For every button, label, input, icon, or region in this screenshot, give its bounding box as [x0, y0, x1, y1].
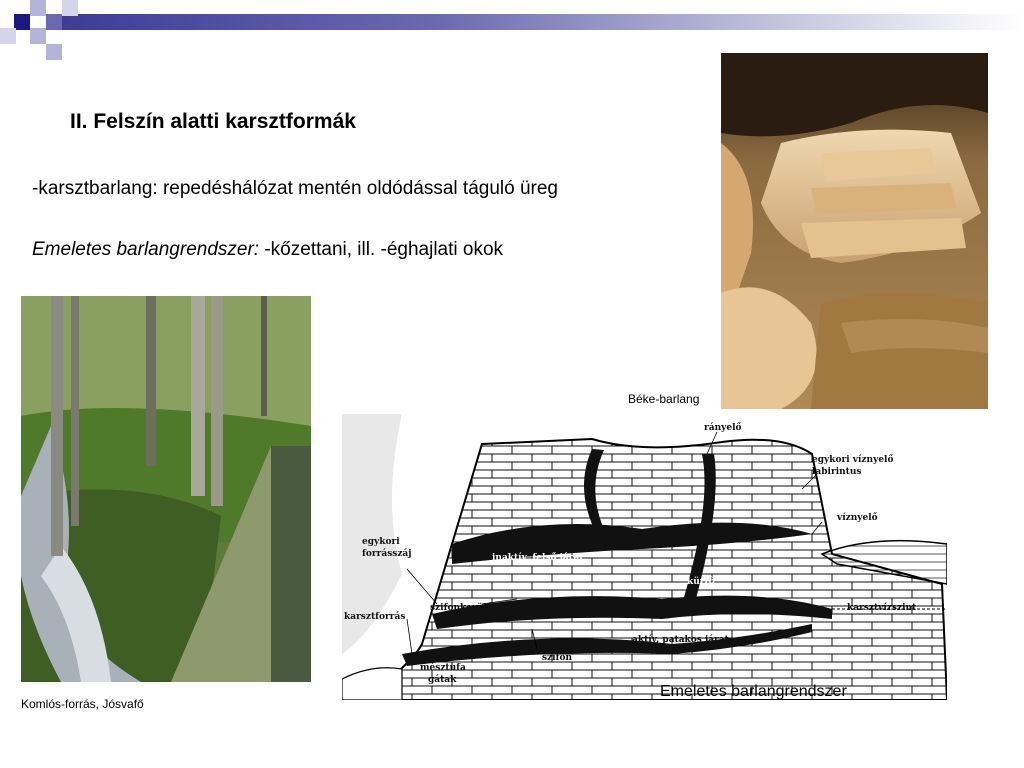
- cave-photo: [721, 53, 988, 409]
- label-kurto: kürtő: [687, 577, 715, 587]
- decor-square: [14, 14, 30, 30]
- header-decoration: [0, 0, 1024, 60]
- label-egykori: egykori: [362, 537, 400, 547]
- decor-square: [30, 28, 46, 44]
- label-szifon: szifon: [542, 653, 573, 663]
- label-mesztufa: mésztufa: [420, 663, 466, 673]
- label-karsztforras: karsztforrás: [344, 612, 406, 622]
- gradient-bar: [50, 14, 1024, 30]
- spring-photo: [21, 296, 311, 682]
- label-aktiv: aktív, patakos járat: [632, 635, 729, 645]
- cave-photo-caption: Béke-barlang: [628, 392, 700, 406]
- slide-title: II. Felszín alatti karsztformák: [70, 110, 356, 133]
- label-labirintus: labirintus: [812, 467, 862, 477]
- label-gatak: gátak: [428, 675, 457, 685]
- term-description: -kőzettani, ill. -éghajlati okok: [259, 239, 504, 260]
- body-line-system: [32, 239, 503, 261]
- cave-system-diagram: [342, 414, 947, 700]
- body-line-definition: -karsztbarlang: repedéshálózat mentén oldódással táguló üreg: [32, 178, 558, 199]
- label-ranyelo: rányelő: [704, 423, 742, 433]
- label-forrasszaj: forrásszáj: [362, 549, 412, 559]
- label-karsztvizszint: karsztvízszint: [847, 603, 917, 613]
- term-italic: Emeletes barlangrendszer:: [32, 239, 260, 260]
- decor-square: [30, 0, 46, 16]
- spring-photo-caption: Komlós-forrás, Jósvafő: [21, 697, 144, 711]
- decor-square: [0, 28, 16, 44]
- label-egykori-viznyelo: egykori víznyelő: [812, 455, 894, 465]
- diagram-caption: Emeletes barlangrendszer: [660, 683, 847, 700]
- decor-square: [46, 14, 62, 30]
- label-viznyelo: víznyelő: [837, 513, 878, 523]
- decor-square: [46, 44, 62, 60]
- decor-square: [62, 0, 78, 16]
- label-szifonkerulo: szifonkerülő: [430, 603, 493, 613]
- label-inaktiv: inaktív, felső járat: [492, 553, 584, 563]
